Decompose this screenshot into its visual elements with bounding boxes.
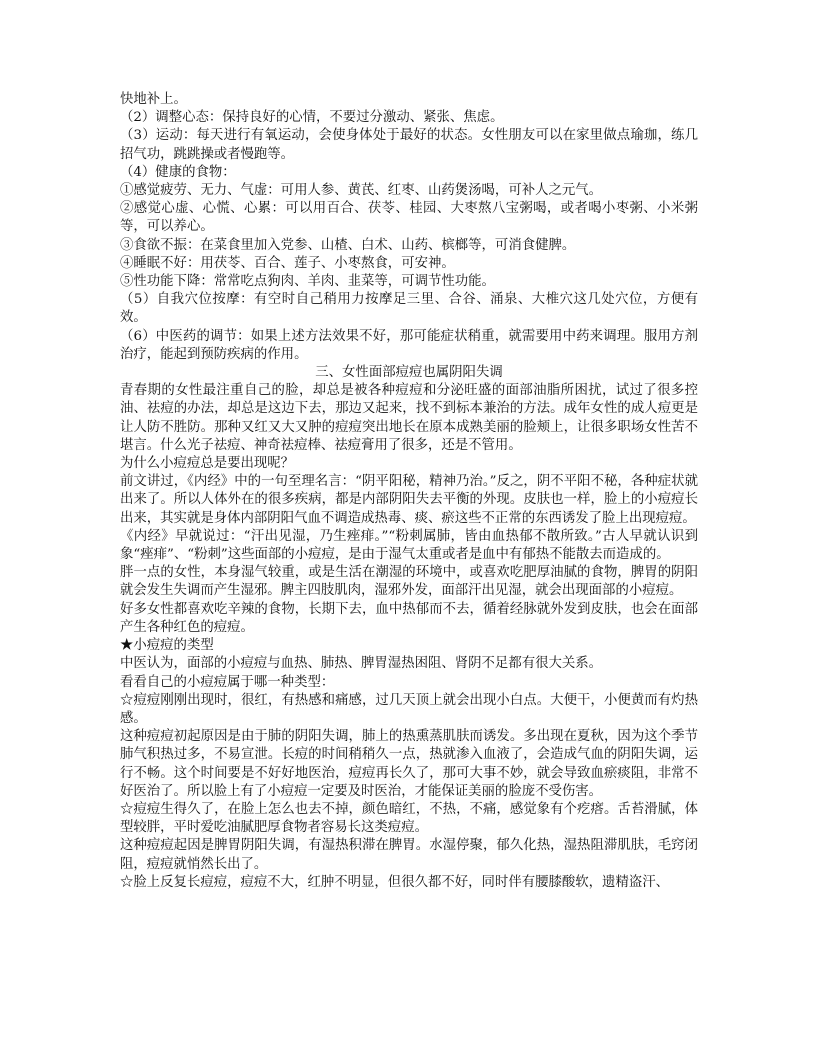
paragraph: （2）调整心态：保持良好的心情，不要过分激动、紧张、焦虑。 <box>120 110 504 126</box>
paragraph: 前文讲过，《内经》中的一句至理名言：“阴平阳秘，精神乃治。”反之，阴不平阳不秘，各种症状就出来了。所以人体外在的很多疾病，都是内部阴阳失去平衡的外现。皮肤也一样，脸上的小痘痘长出来，其实就是身体内部阴阳气血不调造成热毒、痰、瘀这些不正常的东西诱发了脸上出现痘痘。 <box>120 474 698 526</box>
paragraph: （5）自我穴位按摩：有空时自己稍用力按摩足三里、合谷、涌泉、大椎穴这几处穴位，方便有效。 <box>120 292 698 326</box>
paragraph: （3）运动：每天进行有氧运动，会使身体处于最好的状态。女性朋友可以在家里做点瑜珈，练几招气功，跳跳操或者慢跑等。 <box>120 128 698 162</box>
document-page <box>120 91 698 892</box>
paragraph: ☆脸上反复长痘痘，痘痘不大，红肿不明显，但很久都不好，同时伴有腰膝酸软，遗精盗汗、 <box>120 874 670 890</box>
paragraph: ①感觉疲劳、无力、气虚：可用人参、黄芪、红枣、山药煲汤喝，可补人之元气。 <box>120 183 603 199</box>
paragraph: 为什么小痘痘总是要出现呢？ <box>120 456 295 472</box>
paragraph: 中医认为，面部的小痘痘与血热、肺热、脾胃湿热困阻、肾阴不足都有很大关系。 <box>120 656 603 672</box>
paragraph: ☆痘痘刚刚出现时，很红，有热感和痛感，过几天顶上就会出现小白点。大便干，小便黄而有灼热感。 <box>120 692 698 726</box>
paragraph: 《内经》早就说过：“汗出见湿，乃生痤痱。”“粉刺属肺，皆由血热郁不散所致。”古人早就认识到象“痤痱”、“粉刺”这些面部的小痘痘，是由于湿气太重或者是血中有郁热不能散去而造成的。 <box>120 528 698 563</box>
paragraph: 这种痘痘初起原因是由于肺的阴阳失调，肺上的热熏蒸肌肤而诱发。多出现在夏秋，因为这个季节肺气积热过多，不易宣泄。长痘的时间稍稍久一点，热就渗入血液了，会造成气血的阴阳失调，运行不畅。这个时间要是不好好地医治，痘痘再长久了，那可大事不妙，就会导致血瘀痰阻，非常不好医治了。所以脸上有了小痘痘一定要及时医治，才能保证美丽的脸庞不受伤害。 <box>120 729 698 799</box>
paragraph: 好多女性都喜欢吃辛辣的食物，长期下去，血中热郁而不去，循着经脉就外发到皮肤，也会在面部产生各种红色的痘痘。 <box>120 601 698 635</box>
paragraph: ②感觉心虚、心慌、心累：可以用百合、茯苓、桂园、大枣熬八宝粥喝，或者喝小枣粥、小米粥等，可以养心。 <box>120 201 698 235</box>
paragraph: 青春期的女性最注重自己的脸，却总是被各种痘痘和分泌旺盛的面部油脂所困扰，试过了很多控油、祛痘的办法，却总是这边下去，那边又起来，找不到标本兼治的方法。成年女性的成人痘更是让人防不胜防。那种又红又大又肿的痘痘突出地长在原本成熟美丽的脸颊上，让很多职场女性苦不堪言。什么光子祛痘、神奇祛痘棒、祛痘膏用了很多，还是不管用。 <box>120 383 698 453</box>
paragraph: （6）中医药的调节：如果上述方法效果不好，那可能症状稍重，就需要用中药来调理。服用方剂治疗，能起到预防疾病的作用。 <box>120 328 698 362</box>
paragraph: 胖一点的女性，本身湿气较重，或是生活在潮湿的环境中，或喜欢吃肥厚油腻的食物，脾胃的阴阳就会发生失调而产生湿邪。脾主四肢肌肉，湿邪外发，面部汗出见湿，就会出现面部的小痘痘。 <box>120 565 698 599</box>
paragraph: 看看自己的小痘痘属于哪一种类型： <box>120 674 335 690</box>
paragraph: ③食欲不振：在菜食里加入党参、山楂、白术、山药、槟榔等，可消食健脾。 <box>120 237 576 253</box>
paragraph: 快地补上。 <box>120 92 187 107</box>
section-heading: 三、女性面部痘痘也属阴阳失调 <box>315 365 503 381</box>
paragraph: （4）健康的食物： <box>120 164 236 180</box>
paragraph: ⑤性功能下降：常常吃点狗肉、羊肉、韭菜等，可调节性功能。 <box>120 274 495 290</box>
subheading: ★小痘痘的类型 <box>120 638 214 654</box>
paragraph: 这种痘痘起因是脾胃阴阳失调，有湿热积滞在脾胃。水湿停聚，郁久化热，湿热阻滞肌肤，毛窍闭阻，痘痘就悄然长出了。 <box>120 838 698 872</box>
paragraph: ☆痘痘生得久了，在脸上怎么也去不掉，颜色暗红，不热，不痛，感觉象有个疙瘩。舌苔滑腻，体型较胖，平时爱吃油腻肥厚食物者容易长这类痘痘。 <box>120 801 698 836</box>
paragraph: ④睡眠不好：用茯苓、百合、莲子、小枣熬食，可安神。 <box>120 255 455 271</box>
